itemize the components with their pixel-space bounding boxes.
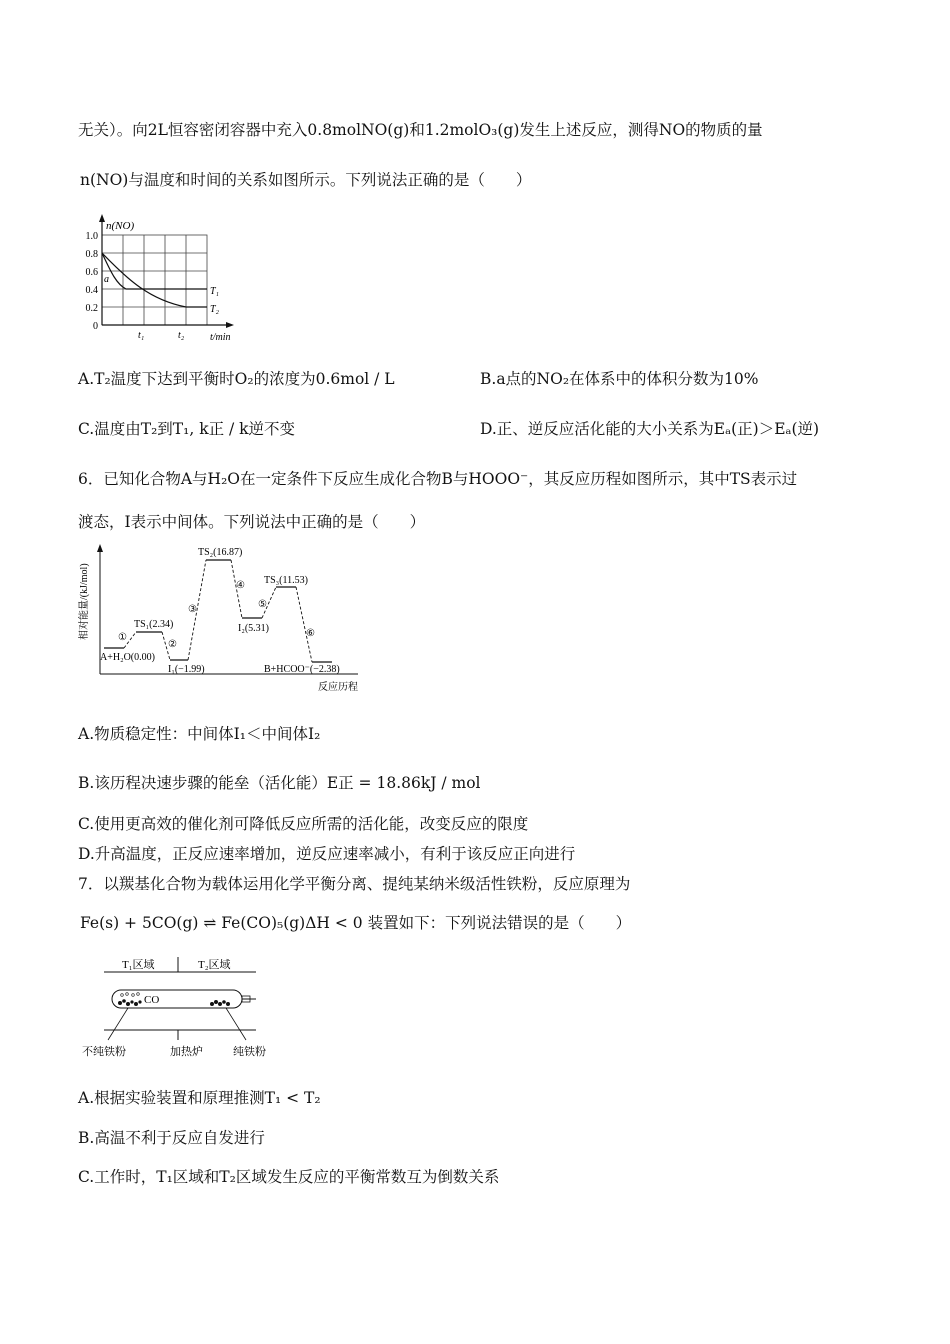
q7-option-a[interactable]: A.根据实验装置和原理推测T₁ < T₂ xyxy=(78,1089,321,1107)
curve-label-t1: T₁ xyxy=(210,286,220,297)
q5-stem-line1: 无关）。向2L恒容密闭容器中充入0.8molNO(g)和1.2molO₃(g)发生上述反应，测得NO的物质的量 xyxy=(78,121,763,139)
label-furnace: 加热炉 xyxy=(170,1046,203,1058)
q5-option-c[interactable]: C.温度由T₂到T₁, k正 / k逆不变 xyxy=(78,420,296,438)
q5-option-a[interactable]: A.T₂温度下达到平衡时O₂的浓度为0.6mol / L xyxy=(78,370,395,388)
q7-option-b[interactable]: B.高温不利于反应自发进行 xyxy=(78,1129,265,1147)
q7-stem-line1: 7．以羰基化合物为载体运用化学平衡分离、提纯某纳米级活性铁粉，反应原理为 xyxy=(78,875,631,893)
zone2-label: T₂区域 xyxy=(198,959,231,971)
q6-stem-line1: 6．已知化合物A与H₂O在一定条件下反应生成化合物B与HOOO⁻，其反应历程如图所示，其中TS表示过 xyxy=(78,470,798,488)
label-ts2: TS₂(16.87) xyxy=(198,547,243,558)
gas-label: CO xyxy=(144,994,160,1006)
step-6: ⑥ xyxy=(306,628,315,639)
diagram-ylabel: 相对能量/(kJ/mol) xyxy=(79,563,90,640)
xtick-t2: t₂ xyxy=(178,330,185,341)
curve-label-t2: T₂ xyxy=(210,304,220,315)
q5-stem-line2: n(NO)与温度和时间的关系如图所示。下列说法正确的是（ ） xyxy=(80,171,532,189)
ytick: 0.6 xyxy=(85,267,98,278)
step-2: ② xyxy=(168,639,177,650)
q6-option-b[interactable]: B.该历程决速步骤的能垒（活化能）E正 = 18.86kJ / mol xyxy=(78,774,481,792)
q7-stem-line2: Fe(s) + 5CO(g) ⇌ Fe(CO)₅(g)ΔH < 0 装置如下：下列说法错误的是（ ） xyxy=(80,914,632,932)
ytick: 0.4 xyxy=(85,285,98,296)
graph-ylabel: n(NO) xyxy=(106,220,135,232)
q6-option-c[interactable]: C.使用更高效的催化剂可降低反应所需的活化能，改变反应的限度 xyxy=(78,815,529,833)
q7-option-c[interactable]: C.工作时，T₁区域和T₂区域发生反应的平衡常数互为倒数关系 xyxy=(78,1168,500,1186)
graph-xlabel: t/min xyxy=(210,332,231,343)
label-ts1: TS₁(2.34) xyxy=(134,619,174,630)
q6-option-d[interactable]: D.升高温度，正反应速率增加，逆反应速率减小，有利于该反应正向进行 xyxy=(78,845,576,863)
label-impure-iron: 不纯铁粉 xyxy=(82,1046,126,1058)
step-5: ⑤ xyxy=(258,599,267,610)
point-a-label: a xyxy=(104,274,109,285)
q6-energy-diagram xyxy=(78,540,378,695)
zone1-label: T₁区域 xyxy=(122,959,155,971)
step-4: ④ xyxy=(236,580,245,591)
label-pure-iron: 纯铁粉 xyxy=(233,1046,266,1058)
step-3: ③ xyxy=(188,604,197,615)
label-end: B+HCOO⁻(−2.38) xyxy=(264,664,340,675)
label-i2: I₂(5.31) xyxy=(238,623,269,634)
step-1: ① xyxy=(118,632,127,643)
ytick: 0 xyxy=(93,321,98,332)
label-ts3: TS₃(11.53) xyxy=(264,575,308,586)
diagram-xlabel: 反应历程 xyxy=(318,682,358,693)
q5-option-d[interactable]: D.正、逆反应活化能的大小关系为Eₐ(正)＞Eₐ(逆) xyxy=(480,420,820,438)
q5-nno-graph xyxy=(70,210,250,345)
ytick: 1.0 xyxy=(85,231,98,242)
label-i1: I₁(−1.99) xyxy=(168,664,205,675)
xtick-t1: t₁ xyxy=(138,330,145,341)
q7-apparatus xyxy=(78,952,278,1062)
curve-t2 xyxy=(102,253,207,307)
label-start: A+H₂O(0.00) xyxy=(100,652,155,663)
ytick: 0.2 xyxy=(85,303,98,314)
q6-option-a[interactable]: A.物质稳定性：中间体I₁＜中间体I₂ xyxy=(78,725,321,743)
ytick: 0.8 xyxy=(85,249,98,260)
q6-stem-line2: 渡态，I表示中间体。下列说法中正确的是（ ） xyxy=(78,513,426,531)
q5-option-b[interactable]: B.a点的NO₂在体系中的体积分数为10% xyxy=(480,370,759,388)
